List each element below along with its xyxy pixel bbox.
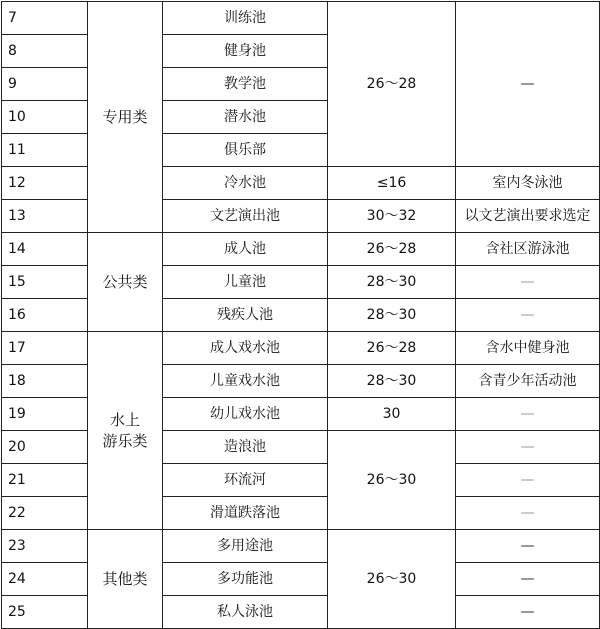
pool-name: 环流河 — [163, 464, 328, 497]
note-cell: — — [456, 596, 600, 629]
note-cell: 含青少年活动池 — [456, 365, 600, 398]
category-line: 游乐类 — [102, 431, 148, 450]
note-cell: 以文艺演出要求选定 — [456, 200, 600, 233]
pool-name: 成人戏水池 — [163, 332, 328, 365]
category-cell: 专用类 — [88, 2, 163, 233]
pool-name: 儿童戏水池 — [163, 365, 328, 398]
row-number: 21 — [2, 464, 88, 497]
pool-name: 成人池 — [163, 233, 328, 266]
row-number: 10 — [2, 101, 88, 134]
temperature-cell: 26～28 — [328, 332, 456, 365]
temperature-cell: 30～32 — [328, 200, 456, 233]
row-number: 16 — [2, 299, 88, 332]
temperature-cell: 26～28 — [328, 2, 456, 167]
pool-name: 滑道跌落池 — [163, 497, 328, 530]
pool-name: 造浪池 — [163, 431, 328, 464]
row-number: 9 — [2, 68, 88, 101]
category-cell: 其他类 — [88, 530, 163, 629]
row-number: 13 — [2, 200, 88, 233]
pool-temperature-table — [1, 1, 600, 629]
temperature-cell: 26～28 — [328, 233, 456, 266]
pool-name: 多功能池 — [163, 563, 328, 596]
pool-name: 儿童池 — [163, 266, 328, 299]
row-number: 23 — [2, 530, 88, 563]
temperature-cell: 30 — [328, 398, 456, 431]
temperature-cell: 28～30 — [328, 365, 456, 398]
note-cell: — — [456, 530, 600, 563]
note-cell: — — [456, 563, 600, 596]
temperature-cell: 26～30 — [328, 431, 456, 530]
pool-name: 文艺演出池 — [163, 200, 328, 233]
category-cell: 公共类 — [88, 233, 163, 332]
pool-name: 教学池 — [163, 68, 328, 101]
pool-name: 冷水池 — [163, 167, 328, 200]
row-number: 17 — [2, 332, 88, 365]
table-row — [2, 2, 600, 35]
row-number: 19 — [2, 398, 88, 431]
table-row — [2, 530, 600, 563]
row-number: 20 — [2, 431, 88, 464]
pool-name: 俱乐部 — [163, 134, 328, 167]
note-cell: 室内冬泳池 — [456, 167, 600, 200]
row-number: 25 — [2, 596, 88, 629]
temperature-cell: ≤16 — [328, 167, 456, 200]
row-number: 15 — [2, 266, 88, 299]
row-number: 11 — [2, 134, 88, 167]
note-cell: — — [456, 266, 600, 299]
row-number: 18 — [2, 365, 88, 398]
note-cell: — — [456, 431, 600, 464]
table-row — [2, 233, 600, 266]
category-cell — [88, 332, 163, 530]
pool-name: 私人泳池 — [163, 596, 328, 629]
temperature-cell: 26～30 — [328, 530, 456, 629]
note-cell: 含社区游泳池 — [456, 233, 600, 266]
pool-name: 残疾人池 — [163, 299, 328, 332]
row-number: 24 — [2, 563, 88, 596]
pool-name: 健身池 — [163, 35, 328, 68]
row-number: 8 — [2, 35, 88, 68]
temperature-cell: 28～30 — [328, 266, 456, 299]
category-line: 水上 — [109, 411, 140, 430]
note-cell: — — [456, 497, 600, 530]
row-number: 22 — [2, 497, 88, 530]
table-row — [2, 332, 600, 365]
note-cell: — — [456, 2, 600, 167]
pool-name: 多用途池 — [163, 530, 328, 563]
pool-name: 潜水池 — [163, 101, 328, 134]
row-number: 12 — [2, 167, 88, 200]
row-number: 14 — [2, 233, 88, 266]
note-cell: — — [456, 464, 600, 497]
note-cell: 含水中健身池 — [456, 332, 600, 365]
note-cell: — — [456, 299, 600, 332]
pool-name: 幼儿戏水池 — [163, 398, 328, 431]
temperature-cell: 28～30 — [328, 299, 456, 332]
row-number: 7 — [2, 2, 88, 35]
note-cell: — — [456, 398, 600, 431]
pool-name: 训练池 — [163, 2, 328, 35]
